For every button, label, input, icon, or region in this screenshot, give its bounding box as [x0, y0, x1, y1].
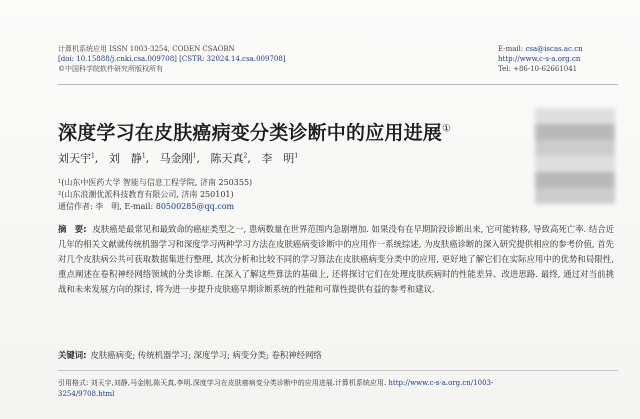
cstr-link[interactable]: [CSTR: 32024.14.csa.009708]	[179, 55, 286, 63]
abstract-label: 摘 要:	[58, 224, 87, 234]
journal-header	[58, 44, 378, 74]
journal-contact	[498, 44, 618, 74]
citation-link[interactable]: http://www.c-s-a.org.cn/1003-	[388, 379, 494, 387]
citation-line-1: 引用格式: 刘天宇,刘静,马金刚,陈天真,李明.深度学习在皮肤癌病变分类诊断中的应用进展.计算机系统应用. http://www.c-s-a.org.cn/1003-	[58, 379, 494, 387]
title-footnote-mark: ①	[442, 123, 452, 135]
author: 刘天宇$^1$,	[58, 152, 99, 165]
author-list	[58, 150, 518, 166]
abstract-text: 皮肤癌是最常见和最致命的癌症类型之一, 患病数量在世界范围内急剧增加. 如果没有在早期阶段诊断出来, 它可能转移, 导致高死亡率. 结合近几年的相关文献就传统机器学习和深度学习两种学习方法在皮肤癌病变诊断中的应用作一系统综述, 为皮肤癌诊断的深入研究提供相应的参考价值, 首先对几个皮肤病公共可获取数据集进行整理, 其次分析和比较不同的学习算法在皮肤癌病变分类中的应用, 更好地了解它们在实际应用中的优势和局限性, 重点阐述在卷积神经网络领域的分类诊断. 在深入了解这些算法的基础上, 还将探讨它们在处理皮肤疾病时的性能差异、改进思路. 最终, 通过对当前挑战和未来发展方向的探讨, 将为进一步提升皮肤癌早期诊断系统的性能和可靠性提供有益的参考和建议.	[58, 224, 614, 294]
keywords-label: 关键词:	[58, 350, 87, 360]
doi-line	[58, 54, 378, 64]
corresponding-author: 通信作者: 李 明, E-mail: 80500285@qq.com	[58, 202, 235, 211]
affiliations	[58, 177, 478, 213]
citation	[58, 378, 618, 400]
affiliation-2: ²(山东浪潮优派科技教育有限公司, 济南 250101)	[58, 190, 234, 199]
paper-title-text: 深度学习在皮肤癌病变分类诊断中的应用进展	[58, 122, 443, 144]
journal-line: 计算机系统应用 ISSN 1003-3254, CODEN CSAOBN	[58, 45, 235, 53]
copyright-line: ©中国科学院软件研究所版权所有	[58, 65, 163, 73]
doi-link[interactable]: [doi: 10.15888/j.cnki.csa.009708]	[58, 55, 177, 63]
citation-link-continued[interactable]: 3254/9708.html	[58, 390, 115, 398]
keywords-text: 皮肤癌病变; 传统机器学习; 深度学习; 病变分类; 卷积神经网络	[90, 350, 322, 360]
header-divider	[58, 84, 618, 85]
keywords	[58, 349, 614, 361]
abstract	[58, 222, 614, 297]
paper-title	[58, 118, 528, 145]
tel-line: Tel: +86-10-62661041	[498, 65, 578, 73]
affiliation-1: ¹(山东中医药大学 智能与信息工程学院, 济南 250355)	[58, 178, 253, 187]
author: 陈天真$^2$,	[210, 152, 251, 165]
author: 刘 静$^1$,	[108, 152, 150, 165]
author: 李 明$^1$	[261, 152, 299, 165]
email-label: E-mail:	[498, 45, 524, 53]
corresponding-email-link[interactable]: 80500285@qq.com	[155, 202, 235, 211]
citation-divider	[58, 370, 618, 371]
website-link[interactable]: http://www.c-s-a.org.cn	[498, 55, 581, 63]
email-line	[498, 44, 618, 54]
blurred-qr-code	[535, 108, 615, 204]
author: 马金刚$^1$,	[159, 152, 200, 165]
email-link[interactable]: csa@iscas.ac.cn	[525, 45, 583, 53]
